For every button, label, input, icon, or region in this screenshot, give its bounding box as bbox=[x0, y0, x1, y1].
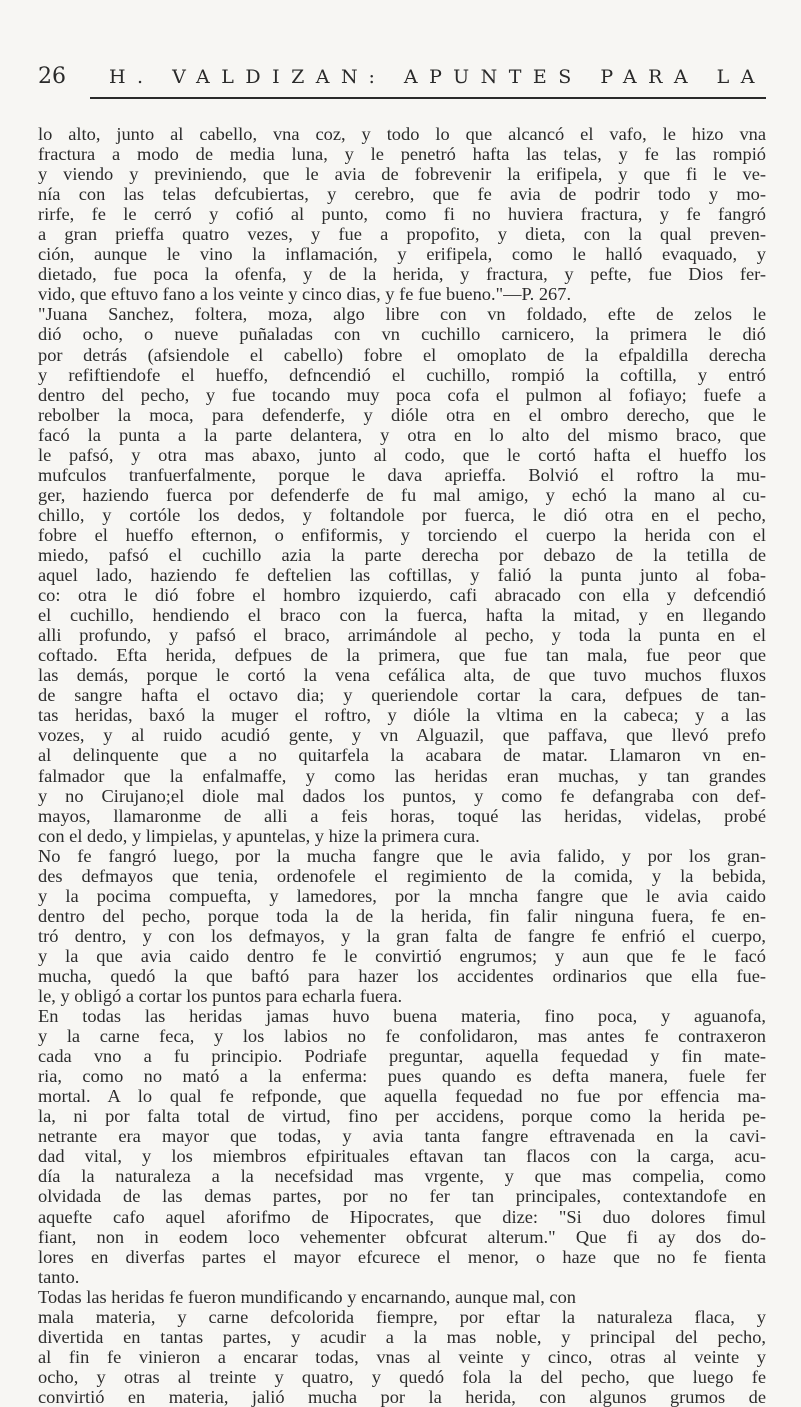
text-line: des defmayos que tenia, ordenofele el regimiento de la comida, y la bebida, bbox=[38, 865, 766, 886]
text-line: dentro del pecho, y fue tocando muy poca cofa el pulmon al fofiayo; fuefe a bbox=[38, 384, 766, 405]
body-text bbox=[38, 124, 766, 1407]
text-line: No fe fangró luego, por la mucha fangre que le avia falido, y por los gran- bbox=[38, 845, 766, 866]
text-line: nía con las telas defcubiertas, y cerebro, que fe avia de podrir todo y mo- bbox=[38, 184, 766, 205]
text-line: rirfe, fe le cerró y cofió al punto, como fi no huviera fractura, y fe fangró bbox=[38, 204, 766, 225]
text-line: el cuchillo, hendiendo el braco con la fuerca, hafta la mitad, y en llegando bbox=[38, 605, 766, 626]
text-line: vido, que eftuvo fano a los veinte y cinco dias, y fe fue bueno."—P. 267. bbox=[38, 284, 572, 305]
text-line: mucha, quedó la que baftó para hazer los accidentes ordinarios que ella fue- bbox=[38, 965, 766, 986]
text-line: la, ni por falta total de virtud, fino per accidens, porque como la herida pe- bbox=[38, 1106, 766, 1127]
text-line: falmador que la enfalmaffe, y como las heridas eran muchas, y tan grandes bbox=[38, 765, 766, 786]
text-line: le, y obligó a cortar los puntos para echarla fuera. bbox=[38, 986, 403, 1007]
text-line: fiant, non in eodem loco vehementer obfcurat alterum." Que fi ay dos do- bbox=[38, 1226, 766, 1247]
text-line: facó la punta a la parte delantera, y otra en lo alto del mismo braco, que bbox=[38, 424, 766, 445]
text-line: divertida en tantas partes, y acudir a la mas noble, y principal del pecho, bbox=[38, 1326, 766, 1347]
text-line: alli profundo, y pafsó el braco, arrimándole al pecho, y toda la punta en el bbox=[38, 625, 766, 646]
text-line: mala materia, y carne defcolorida fiempre, por eftar la naturaleza flaca, y bbox=[38, 1306, 766, 1327]
text-line: tró dentro, y con los defmayos, y la gran falta de fangre fe enfrió el cuerpo, bbox=[38, 925, 766, 946]
text-line: tas heridas, baxó la muger el roftro, y dióle la vltima en la cabeca; y a las bbox=[38, 705, 766, 726]
text-line: mufculos tranfuerfalmente, porque le dava aprieffa. Bolvió el roftro la mu- bbox=[38, 464, 766, 485]
text-line: olvidada de las demas partes, por no fer tan principales, contextandofe en bbox=[38, 1186, 766, 1207]
header-rule bbox=[90, 97, 766, 99]
text-line: al fin fe vinieron a encarar todas, vnas al veinte y cinco, otras al veinte y bbox=[38, 1346, 766, 1367]
text-line: ocho, y otras al treinte y quatro, y quedó fola la del pecho, que luego fe bbox=[38, 1366, 766, 1387]
text-line: ger, haziendo fuerca por defenderfe de fu mal amigo, y echó la mano al cu- bbox=[38, 484, 766, 505]
text-line: las demás, porque le cortó la vena cefálica alta, de que tuvo muchos fluxos bbox=[38, 665, 766, 686]
text-line: dietado, fue poca la ofenfa, y de la herida, y fractura, y pefte, fue Dios fer- bbox=[38, 264, 766, 285]
text-line: de sangre hafta el octavo dia; y queriendole cortar la cara, defpues de tan- bbox=[38, 685, 766, 706]
text-line: mayos, llamaronme de alli a feis horas, toqué las heridas, videlas, probé bbox=[38, 805, 766, 826]
text-line: "Juana Sanchez, foltera, moza, algo libre con vn foldado, efte de zelos le bbox=[38, 304, 766, 325]
text-line: y viendo y previniendo, que le avia de fobrevenir la erifipela, y que fi le ve- bbox=[38, 164, 766, 185]
text-line: día la naturaleza a la necefsidad mas vrgente, y que mas compelia, como bbox=[38, 1166, 766, 1187]
text-line: chillo, y cortóle los dedos, y foltandole por fuerca, le dió otra en el pecho, bbox=[38, 504, 766, 525]
text-line: lores en diverfas partes el mayor efcurece el menor, o haze que no fe fienta bbox=[38, 1246, 766, 1267]
text-line: al delinquente que a no quitarfela la acabara de matar. Llamaron vn en- bbox=[38, 745, 766, 766]
text-line: dentro del pecho, porque toda la de la herida, fin falir ninguna fuera, fe en- bbox=[38, 905, 766, 926]
text-line: dad vital, y los miembros efpirituales eftavan tan flacos con la carga, acu- bbox=[38, 1146, 766, 1167]
text-line: convirtió en materia, jalió mucha por la herida, con algunos grumos de bbox=[38, 1386, 766, 1407]
text-line: co: otra le dió fobre el hombro izquierdo, cafi abracado con ella y defcendió bbox=[38, 585, 766, 606]
text-line: y la que avia caido dentro fe le convirtió engrumos; y aun que fe le facó bbox=[38, 945, 766, 966]
text-line: lo alto, junto al cabello, vna coz, y todo lo que alcancó el vafo, le hizo vna bbox=[38, 124, 766, 144]
text-line: le pafsó, y otra mas abaxo, junto al codo, que le cortó hafta el hueffo los bbox=[38, 444, 766, 465]
page-number: 26 bbox=[38, 64, 66, 89]
page-header bbox=[38, 64, 766, 92]
text-line: Todas las heridas fe fueron mundificando y encarnando, aunque mal, con bbox=[38, 1286, 576, 1307]
text-line: miedo, pafsó el cuchillo azia la parte derecha por debazo de la tetilla de bbox=[38, 544, 766, 565]
text-line: rebolber la moca, para defenderfe, y dióle otra en el ombro derecho, que le bbox=[38, 404, 766, 425]
text-line: mortal. A lo qual fe refponde, que aquella fequedad no fue por effencia ma- bbox=[38, 1086, 766, 1107]
text-line: ción, aunque le vino la inflamación, y erifipela, como le halló evaquado, y bbox=[38, 244, 766, 265]
text-line: y no Cirujano;el diole mal dados los puntos, y como fe defangraba con def- bbox=[38, 785, 766, 806]
running-head: H. VALDIZAN: APUNTES PARA LA bbox=[108, 66, 766, 88]
text-line: a gran prieffa quatro vezes, y fue a propofito, y dieta, con la qual preven- bbox=[38, 224, 766, 245]
text-line: con el dedo, y limpielas, y apuntelas, y hize la primera cura. bbox=[38, 825, 480, 846]
text-line: fractura a modo de media luna, y le penetró hafta las telas, y fe las rompió bbox=[38, 144, 766, 165]
text-line: aquel lado, haziendo fe deftelien las coftillas, y falió la punta junto al foba- bbox=[38, 565, 766, 586]
text-line: por detrás (afsiendole el cabello) fobre el omoplato de la efpaldilla derecha bbox=[38, 344, 766, 365]
text-line: ria, como no mató a la enferma: pues quando es defta manera, fuele fer bbox=[38, 1066, 766, 1087]
text-line: coftado. Efta herida, defpues de la primera, que fue tan mala, fue peor que bbox=[38, 645, 766, 666]
text-line: En todas las heridas jamas huvo buena materia, fino poca, y aguanofa, bbox=[38, 1006, 766, 1027]
text-line: vozes, y al ruido acudió gente, y vn Alguazil, que paffava, que llevó prefo bbox=[38, 725, 766, 746]
text-line: dió ocho, o nueve puñaladas con vn cuchillo carnicero, la primera le dió bbox=[38, 324, 766, 345]
text-line: y la carne feca, y los labios no fe confolidaron, mas antes fe contraxeron bbox=[38, 1026, 766, 1047]
text-line: fobre el hueffo efternon, o enfiformis, y torciendo el cuerpo la herida con el bbox=[38, 524, 766, 545]
text-line: netrante era mayor que todas, y avia tanta fangre eftravenada en la cavi- bbox=[38, 1126, 766, 1147]
text-line: tanto. bbox=[38, 1266, 80, 1287]
text-line: y refiftiendofe el hueffo, defncendió el cuchillo, rompió la coftilla, y entró bbox=[38, 364, 766, 385]
text-line: cada vno a fu principio. Podriafe preguntar, aquella fequedad y fin mate- bbox=[38, 1046, 766, 1067]
text-line: aquefte cafo aquel aforifmo de Hipocrates, que dize: "Si duo dolores fimul bbox=[38, 1206, 766, 1227]
text-line: y la pocima compuefta, y lamedores, por la mncha fangre que le avia caido bbox=[38, 885, 766, 906]
